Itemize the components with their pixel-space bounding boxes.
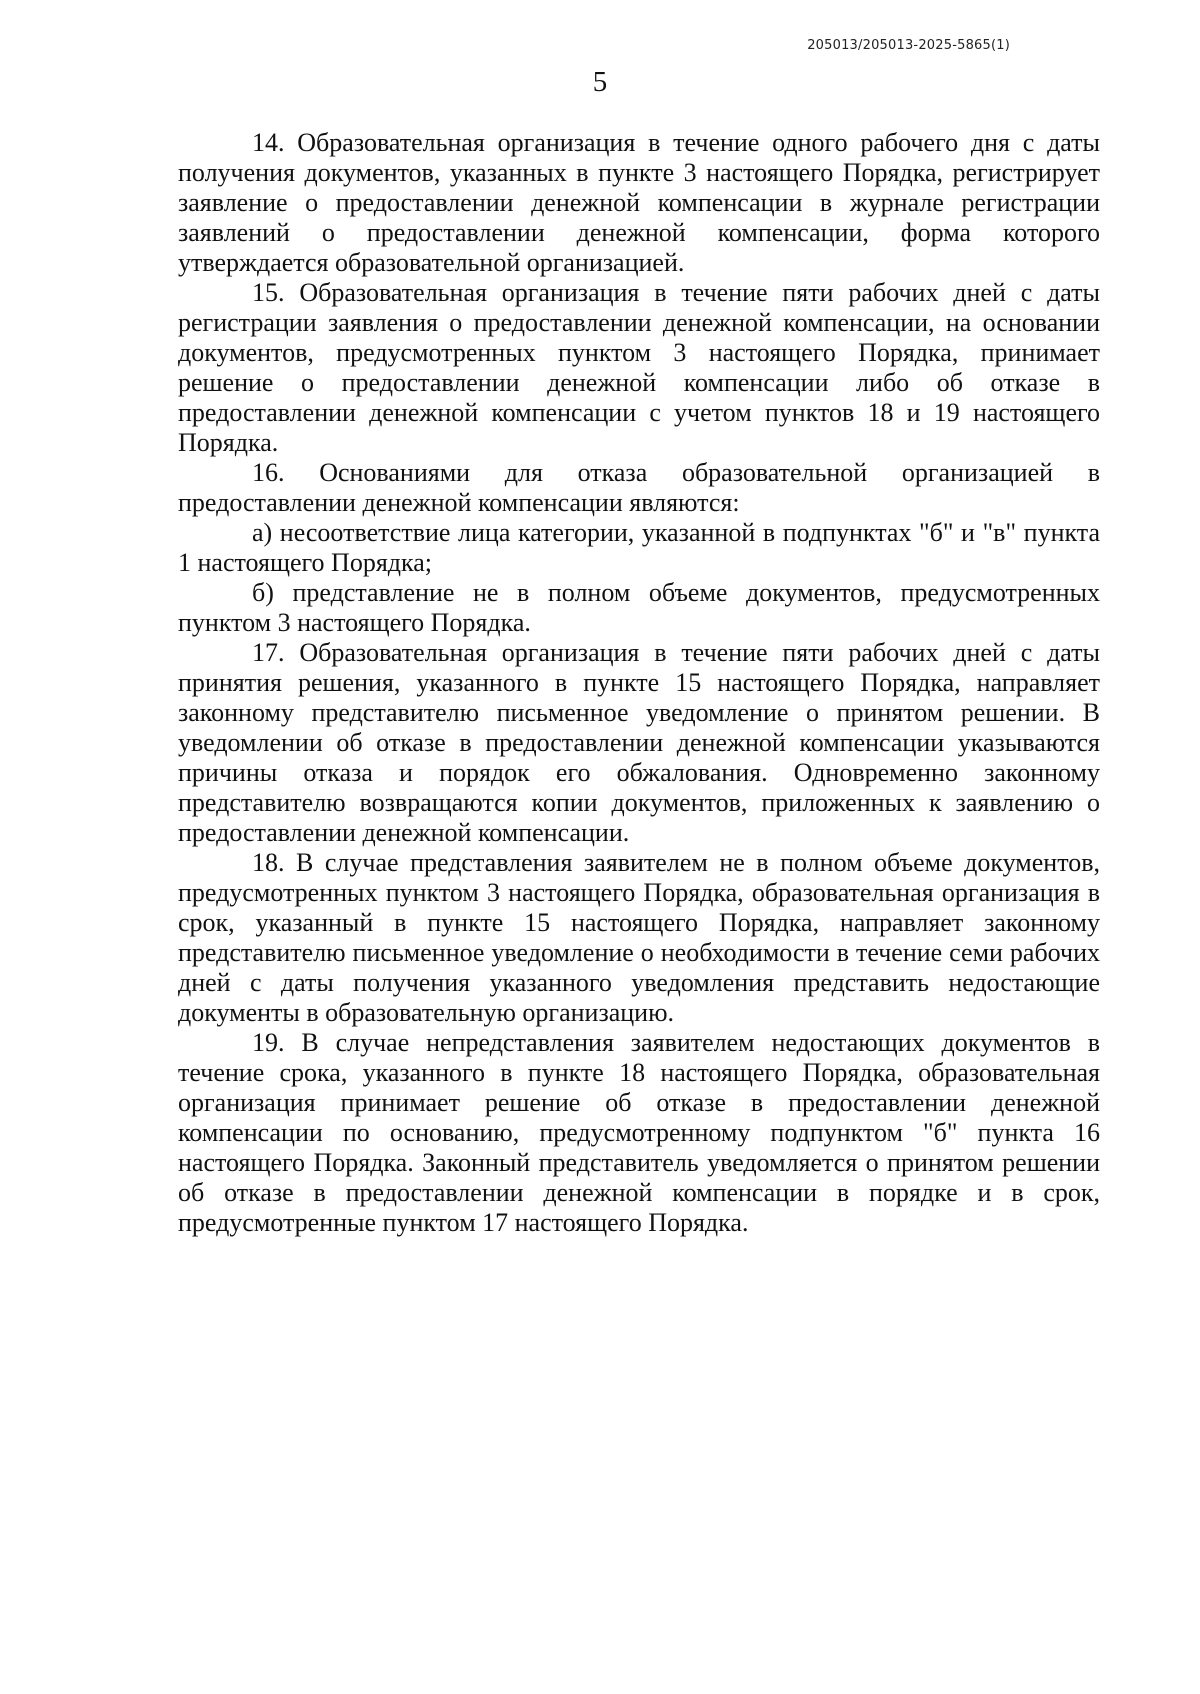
paragraph-19: 19. В случае непредставления заявителем недостающих документов в течение срока, указанного в пункте 18 настоящего Порядка, образовательная организация принимает решение об отказе в предоставлении денежной компенсации по основанию, предусмотренному подпунктом "б" пункта 16 настоящего Порядка. Законный представитель уведомляется о принятом решении об отказе в предоставлении денежной компенсации в порядке и в срок, предусмотренные пунктом 17 настоящего Порядка. (178, 1028, 1100, 1237)
paragraph-16-subitem-a: а) несоответствие лица категории, указанной в подпунктах "б" и "в" пункта 1 настоящего Порядка; (178, 518, 1100, 577)
paragraph-14: 14. Образовательная организация в течение одного рабочего дня с даты получения документов, указанных в пункте 3 настоящего Порядка, регистрирует заявление о предоставлении денежной компенсации в журнале регистрации заявлений о предоставлении денежной компенсации, форма которого утверждается образовательной организацией. (178, 128, 1100, 277)
paragraph-15: 15. Образовательная организация в течение пяти рабочих дней с даты регистрации заявления о предоставлении денежной компенсации, на основании документов, предусмотренных пунктом 3 настоящего Порядка, принимает решение о предоставлении денежной компенсации либо об отказе в предоставлении денежной компенсации с учетом пунктов 18 и 19 настоящего Порядка. (178, 278, 1100, 457)
document-registration-number: 205013/205013-2025-5865(1) (807, 38, 1010, 53)
paragraph-18: 18. В случае представления заявителем не в полном объеме документов, предусмотренных пунктом 3 настоящего Порядка, образовательная организация в срок, указанный в пункте 15 настоящего Порядка, направляет законному представителю письменное уведомление о необходимости в течение семи рабочих дней с даты получения указанного уведомления представить недостающие документы в образовательную организацию. (178, 848, 1100, 1027)
document-body (178, 128, 1100, 1238)
page-number: 5 (592, 66, 608, 98)
paragraph-16: 16. Основаниями для отказа образовательной организацией в предоставлении денежной компенсации являются: (178, 458, 1100, 517)
paragraph-16-subitem-b: б) представление не в полном объеме документов, предусмотренных пунктом 3 настоящего Порядка. (178, 578, 1100, 637)
paragraph-17: 17. Образовательная организация в течение пяти рабочих дней с даты принятия решения, указанного в пункте 15 настоящего Порядка, направляет законному представителю письменное уведомление о принятом решении. В уведомлении об отказе в предоставлении денежной компенсации указываются причины отказа и порядок его обжалования. Одновременно законному представителю возвращаются копии документов, приложенных к заявлению о предоставлении денежной компенсации. (178, 638, 1100, 847)
